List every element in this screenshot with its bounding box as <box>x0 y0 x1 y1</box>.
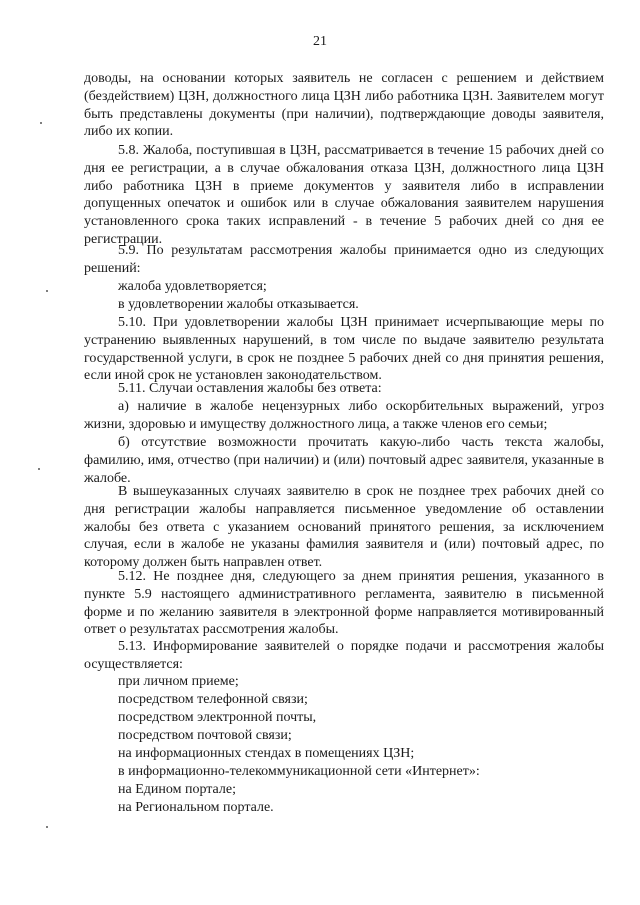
page-number: 21 <box>313 34 327 49</box>
channel-item: при личном приеме; <box>118 674 239 689</box>
paragraph-5-12: 5.12. Не позднее дня, следующего за днем принятия решения, указанного в пункте 5.9 настоящего административного регламента, заявителю в письменной форме и по желанию заявителя в электронной форме направляется мотивированный ответ о результатах рассмотрения жалобы. <box>84 569 604 638</box>
paragraph-5-8: 5.8. Жалоба, поступившая в ЦЗН, рассматривается в течение 15 рабочих дней со дня ее регистрации, а в случае обжалования отказа ЦЗН, должностного лица ЦЗН либо работника ЦЗН в приеме документов у заявителя либо в исправлении допущенных опечаток и ошибок или в случае обжалования заявителем нарушения установленного срока таких исправлений - в течение 5 рабочих дней со дня ее регистрации. <box>84 143 604 247</box>
decision-option-1: жалоба удовлетворяется; <box>118 279 267 294</box>
channel-item: на Едином портале; <box>118 782 236 797</box>
paragraph-notice: В вышеуказанных случаях заявителю в срок не позднее трех рабочих дней со дня регистрации жалобы направляется письменное уведомление об оставлении жалобы без ответа с указанием оснований принятого решения, за исключением случая, если в жалобе не указаны фамилия заявителя и (или) почтовый адрес, по которому должен быть направлен ответ. <box>84 484 604 570</box>
channel-item: посредством телефонной связи; <box>118 692 308 707</box>
channel-item: посредством электронной почты, <box>118 710 317 725</box>
channel-item: на информационных стендах в помещениях ЦЗН; <box>118 746 415 761</box>
paragraph-5-11-b: б) отсутствие возможности прочитать какую-либо часть текста жалобы, фамилию, имя, отчество (при наличии) и (или) почтовый адрес заявителя, указанные в жалобе. <box>84 435 604 486</box>
channel-item: в информационно-телекоммуникационной сети «Интернет»: <box>118 764 480 779</box>
paragraph-grounds-continuation: доводы, на основании которых заявитель не согласен с решением и действием (бездействием) ЦЗН, должностного лица ЦЗН либо работника ЦЗН. Заявителем могут быть представлены документы (при наличии), подтверждающие доводы заявителя, либо их копии. <box>84 71 604 140</box>
scan-speck <box>46 290 48 292</box>
paragraph-5-11-a: а) наличие в жалобе нецензурных либо оскорбительных выражений, угроз жизни, здоровью и имуществу должностного лица, а также членов его семьи; <box>84 399 604 432</box>
paragraph-5-9: 5.9. По результатам рассмотрения жалобы принимается одно из следующих решений: <box>84 243 604 276</box>
paragraph-5-13: 5.13. Информирование заявителей о порядке подачи и рассмотрения жалобы осуществляется: <box>84 639 604 672</box>
scan-speck <box>38 468 40 470</box>
scan-speck <box>40 122 42 124</box>
paragraph-5-11: 5.11. Случаи оставления жалобы без ответа: <box>118 381 382 396</box>
channel-item: посредством почтовой связи; <box>118 728 292 743</box>
paragraph-5-10: 5.10. При удовлетворении жалобы ЦЗН принимает исчерпывающие меры по устранению выявленных нарушений, в том числе по выдаче заявителю результата государственной услуги, в срок не позднее 5 рабочих дней со дня принятия решения, если иной срок не установлен законодательством. <box>84 315 604 384</box>
channel-item: на Региональном портале. <box>118 800 274 815</box>
decision-option-2: в удовлетворении жалобы отказывается. <box>118 297 359 312</box>
scan-speck <box>46 826 48 828</box>
